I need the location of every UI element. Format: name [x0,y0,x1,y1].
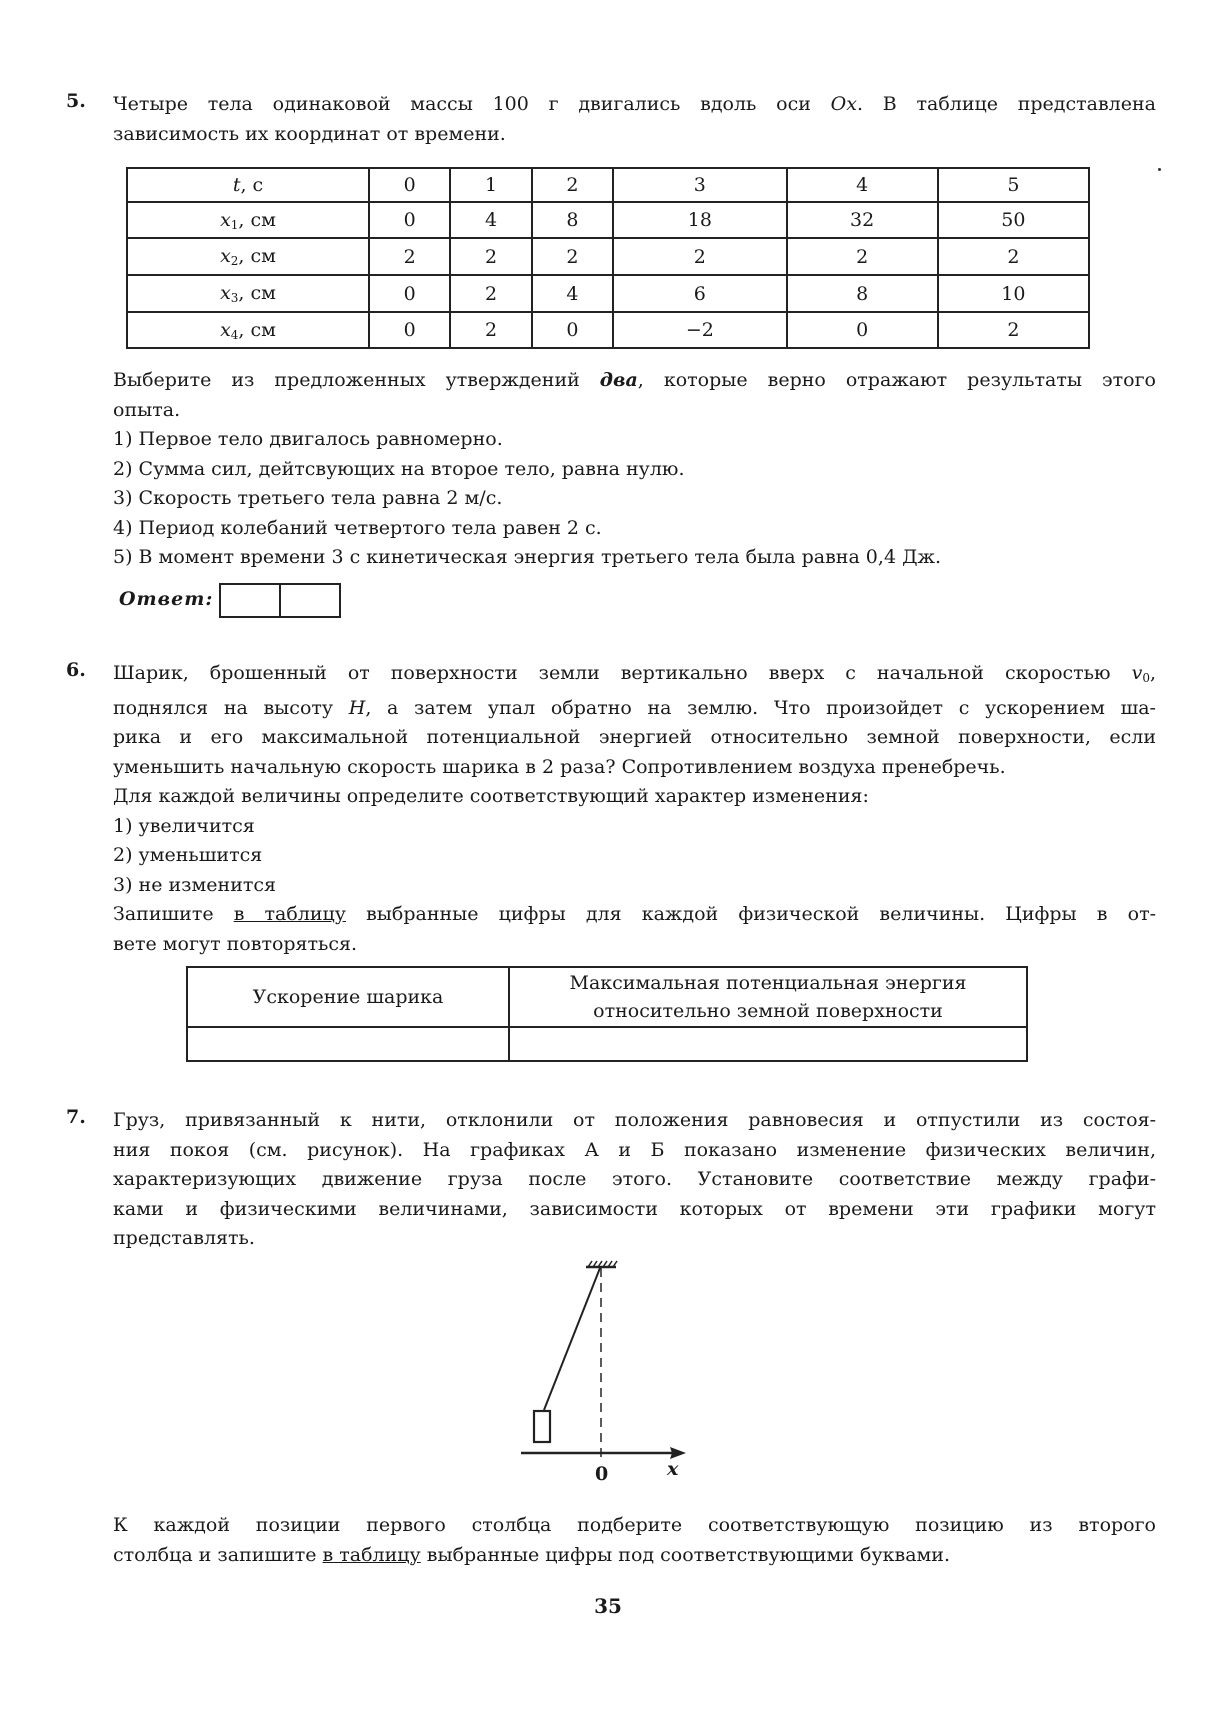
table-cell: 0 [369,312,450,348]
task-5-intro-line-2: зависимость их координат от времени. [113,122,506,145]
table-cell: 4 [450,202,531,238]
task-7-closing-line-2: столбца и запишите в таблицу выбранные цифры под соответствующими буквами. [113,1543,951,1566]
task-6-line-2: поднялся на высоту H, а затем упал обратно на землю. Что произойдет с ускорением ша- [113,696,1156,719]
origin-label: 0 [595,1463,609,1485]
option-item: 3) Скорость третьего тела равна 2 м/с. [113,487,503,509]
option-item: 4) Период колебаний четвертого тела равен 2 с. [113,516,602,539]
option-item: 2) Сумма сил, дейтсвующих на второе тело, равна нулю. [113,457,685,480]
task-6 [66,659,1156,959]
table-cell: 0 [369,275,450,312]
task-7-line-4: ками и физическими величинами, зависимости которых от времени эти графики могут [113,1197,1156,1220]
column-header-potential-energy: Максимальная потенциальная энергия относительно земной поверхности [509,967,1027,1027]
table-cell: 18 [613,202,786,238]
answer-cell-potential-energy[interactable] [509,1027,1027,1061]
table-cell: 2 [613,238,786,275]
option-item: 1) увеличится [113,814,255,837]
table-cell: 8 [532,202,613,238]
table-cell: 10 [938,275,1089,312]
option-item: 5) В момент времени 3 с кинетическая энергия третьего тела была равна 0,4 Дж. [113,546,942,568]
task-5-prompt-line-1: Выберите из предложенных утверждений два, которые верно отражают результаты этого [113,369,1156,391]
task-5-prompt-line-2: опыта. [113,398,181,421]
table-cell: 0 [787,312,938,348]
task-7-line-3: характеризующих движение груза после этого. Установите соответствие между графи- [113,1168,1156,1190]
answer-cell-2[interactable] [281,585,339,616]
row-label: $x_2$, см [127,238,369,275]
task-6-line-3: рика и его максимальной потенциальной энергией относительно земной поверхности, если [113,726,1156,748]
task-7-closing-line-1: К каждой позиции первого столбца подберите соответствующую позицию из второго [113,1514,1156,1536]
table-cell: 0 [532,312,613,348]
scan-speck [1158,168,1161,171]
option-item: 2) уменьшится [113,844,263,866]
task-6-line-1: Шарик, брошенный от поверхности земли вертикально вверх с начальной скоростью $v_0$, [113,662,1156,685]
task-7 [66,1106,1156,1254]
table-cell: 0 [369,168,450,202]
table-cell: 50 [938,202,1089,238]
table-cell: 2 [532,238,613,275]
table-cell: 6 [613,275,786,312]
pendulum-diagram-icon [500,1250,720,1500]
task-7-line-2: ния покоя (см. рисунок). На графиках А и Б показано изменение физических величин, [113,1138,1156,1161]
x-axis-label: x [667,1458,679,1480]
task-7-line-5: представлять. [113,1227,255,1249]
task-7-closing [66,1511,1156,1570]
table-cell: 2 [787,238,938,275]
answer-cell-acceleration[interactable] [187,1027,509,1061]
task-6-line-5: Для каждой величины определите соответствующий характер изменения: [113,785,869,807]
task-6-instruction-line-1: Запишите в таблицу выбранные цифры для каждой физической величины. Цифры в от- [113,903,1156,925]
table-cell: 0 [369,202,450,238]
row-label: $x_3$, см [127,275,369,312]
pendulum-figure [500,1250,720,1500]
table-cell: 2 [450,238,531,275]
table-cell: 5 [938,168,1089,202]
table-header-row [187,967,1027,1027]
option-item: 3) не изменится [113,873,277,896]
row-label: $x_4$, см [127,312,369,348]
table-cell: 2 [450,312,531,348]
table-cell: 4 [532,275,613,312]
table-cell: 2 [532,168,613,202]
task-number: 5. [66,90,86,112]
task-7-line-1: Груз, привязанный к нити, отклонили от положения равновесия и отпустили из состоя- [113,1109,1156,1131]
task-6-line-4: уменьшить начальную скорость шарика в 2 раза? Сопротивлением воздуха пренебречь. [113,755,1006,778]
table-cell: 2 [938,312,1089,348]
answer-row [119,583,1156,618]
task-6-instruction-line-2: вете могут повторяться. [113,932,358,955]
task-5 [66,90,1156,149]
table-cell: 2 [369,238,450,275]
table-header-row [127,168,1089,202]
task-number: 7. [66,1106,86,1128]
answer-table-task-6 [186,966,1028,1062]
answer-box [219,583,341,618]
task-5-questions [66,366,1156,618]
table-cell: 1 [450,168,531,202]
table-row [127,202,1089,238]
table-row [187,1027,1027,1061]
table-cell: 8 [787,275,938,312]
column-header-acceleration: Ускорение шарика [187,967,509,1027]
row-label: $x_1$, см [127,202,369,238]
answer-label: Ответ: [119,588,214,611]
table-row [127,275,1089,312]
table-cell: 4 [787,168,938,202]
table-cell: 2 [450,275,531,312]
table-cell: 32 [787,202,938,238]
table-cell: t, с [127,168,369,202]
task-5-intro-line-1: Четыре тела одинаковой массы 100 г двигались вдоль оси Ox. В таблице представлена [113,93,1156,115]
page-number: 35 [594,1594,622,1618]
task-number: 6. [66,659,86,681]
coordinates-table [126,167,1090,349]
option-item: 1) Первое тело двигалось равномерно. [113,428,503,450]
table-cell: −2 [613,312,786,348]
table-cell: 3 [613,168,786,202]
answer-cell-1[interactable] [221,585,281,616]
table-row [127,238,1089,275]
table-row [127,312,1089,348]
table-cell: 2 [938,238,1089,275]
